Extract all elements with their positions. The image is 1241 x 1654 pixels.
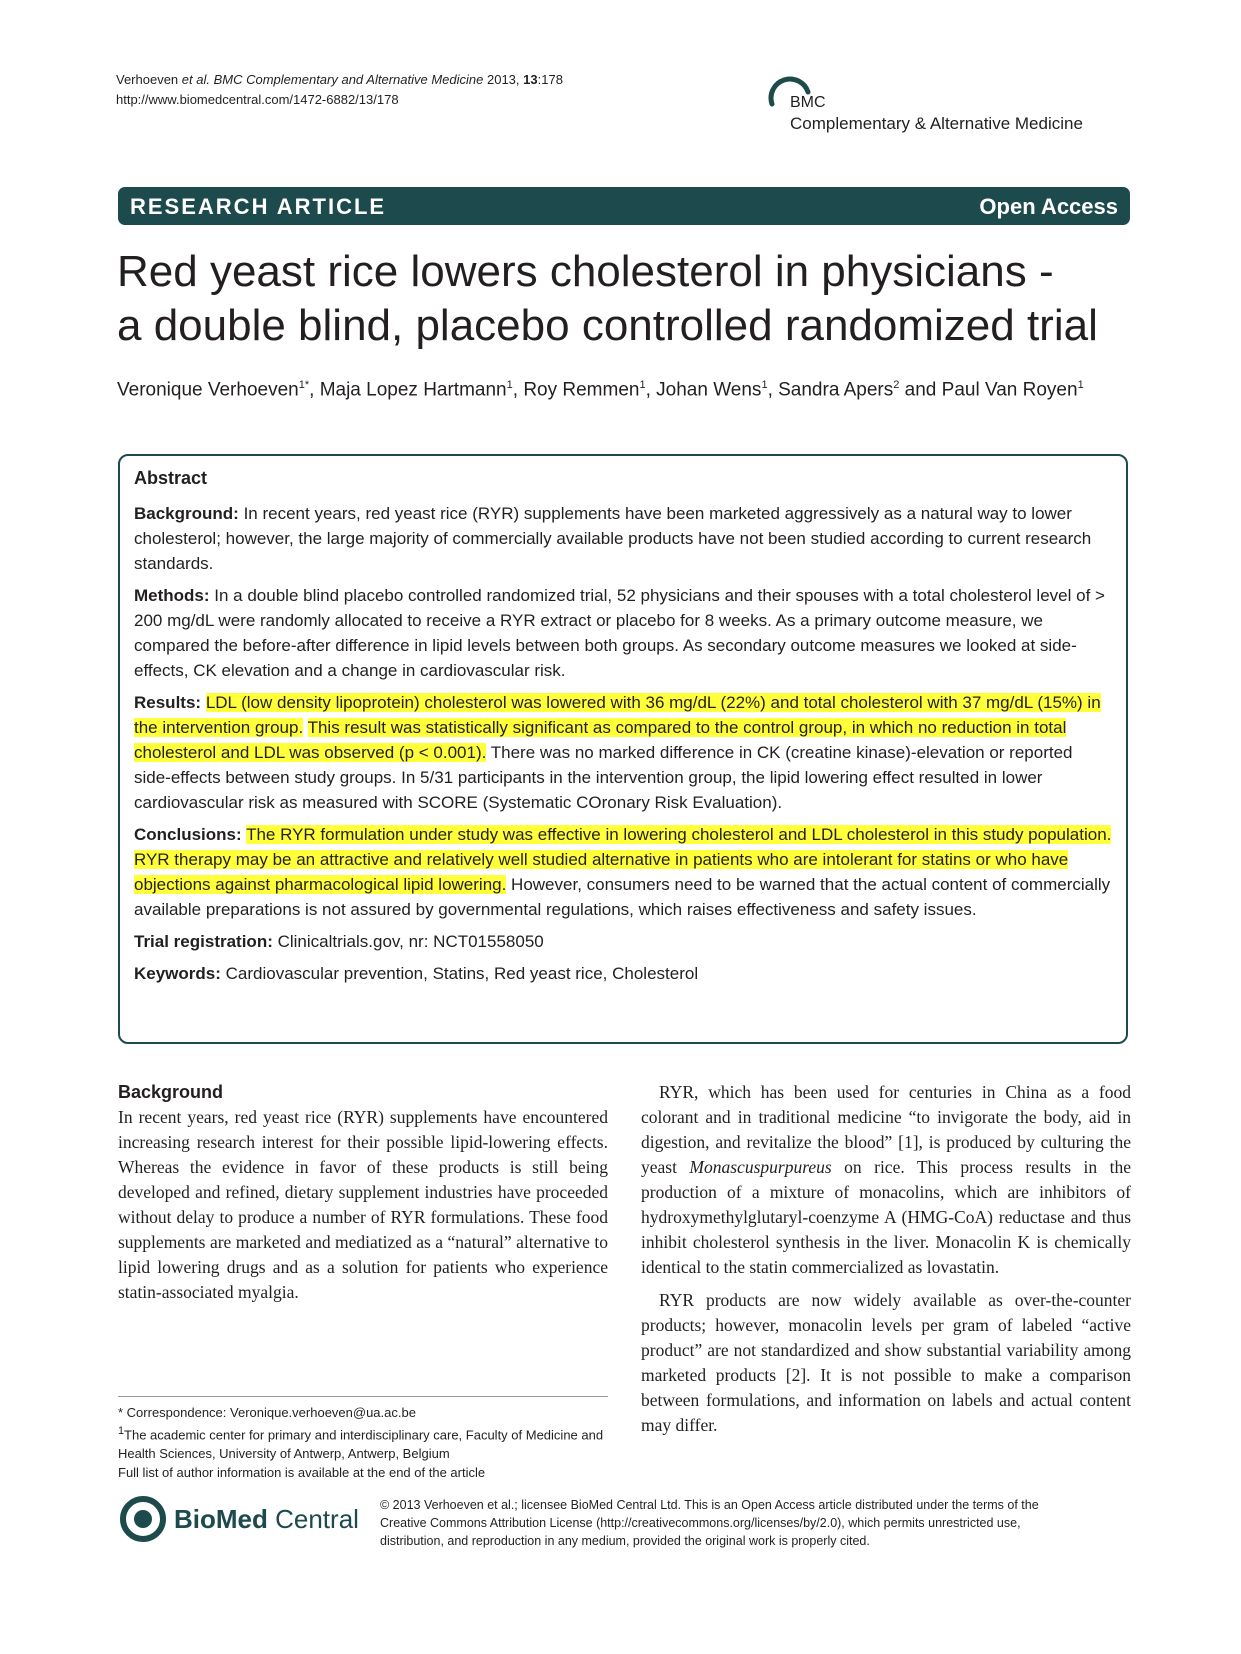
affiliation-text: The academic center for primary and interdisciplinary care, Faculty of Medicine and Health Sciences, University of Antwerp, Antwerp, Belgium	[118, 1427, 604, 1462]
conclusions-text: However, consumers need to be warned that the actual content of commercially available preparations is not assured by governmental regulations, which raises effectiveness and safety issues.	[134, 875, 1111, 919]
body-paragraph-1: In recent years, red yeast rice (RYR) supplements have encountered increasing research interest for their possible lipid-lowering effects. Whereas the evidence in favor of these products is still being developed and refined, dietary supplement industries have proceeded without delay to produce a number of RYR formulations. These food supplements are marketed and mediatized as a “natural” alternative to lipid lowering drugs and as a solution for patients who experience statin-associated myalgia.	[118, 1107, 608, 1302]
background-text: In recent years, red yeast rice (RYR) supplements have been marketed aggressively as a natural way to lower cholesterol; however, the large majority of commercially available products have not been studied according to current research standards.	[134, 504, 1092, 573]
logo-journal-text: Complementary & Alternative Medicine	[790, 114, 1083, 133]
abstract-heading: Abstract	[134, 468, 208, 488]
citation-journal: BMC Complementary and Alternative Medicine	[213, 72, 484, 87]
background-label: Background:	[134, 504, 239, 523]
author-list	[117, 379, 1084, 401]
para2-text-b: on rice. This process results in the production of a mixture of monacolins, which are inhibitors of hydroxymethylglutaryl-coenzyme A (HMG-CoA) reductase and thus inhibit cholesterol synthesis in the liver. Monacolin K is chemically identical to the statin commercialized as lovastatin.	[641, 1157, 1131, 1277]
citation-author: Verhoeven	[116, 72, 179, 87]
author-separator: ,	[309, 379, 320, 401]
body-column-right	[641, 1080, 1131, 1446]
abstract-box	[118, 454, 1128, 1044]
author-name: Johan Wens	[656, 379, 762, 401]
author-separator: ,	[767, 379, 779, 401]
author-affiliation-sup: 1	[1077, 379, 1084, 391]
publisher-name	[174, 1504, 359, 1535]
results-highlight-1: LDL (low density lipoprotein) cholesterol was lowered with 36 mg/dL (22%) and total cholesterol with 37 mg/dL (15%) in the intervention group.	[134, 693, 1101, 737]
publisher-name-bold: BioMed	[174, 1504, 268, 1534]
trial-text: Clinicaltrials.gov, nr: NCT01558050	[272, 932, 544, 951]
author-separator: ,	[645, 379, 657, 401]
article-type-banner	[118, 187, 1130, 225]
article-title	[117, 245, 1197, 353]
title-line-2: a double blind, placebo controlled randomized trial	[117, 301, 1098, 350]
affiliation	[118, 1422, 608, 1463]
logo-bmc-text: BMC	[790, 94, 826, 111]
citation-url[interactable]: http://www.biomedcentral.com/1472-6882/13/178	[116, 92, 399, 107]
author-affiliation-sup: 1	[761, 379, 768, 391]
keywords-text: Cardiovascular prevention, Statins, Red yeast rice, Cholesterol	[220, 964, 699, 983]
para2-text-a: RYR, which has been used for centuries in China as a food colorant and in traditional medicine “to invigorate the body, aid in digestion, and revitalize the blood” [1], is produced by culturing the yeast	[641, 1082, 1131, 1177]
citation-header	[116, 70, 563, 110]
biomed-central-logo	[118, 1494, 358, 1544]
author-separator: ,	[512, 379, 524, 401]
abstract-trial-registration	[134, 929, 1112, 954]
abstract-conclusions	[134, 822, 1112, 922]
correspondence: * Correspondence: Veronique.verhoeven@ua.ac.be	[118, 1405, 416, 1420]
body-paragraph-2	[641, 1080, 1131, 1280]
conclusions-label: Conclusions:	[134, 825, 242, 844]
license-text: © 2013 Verhoeven et al.; licensee BioMed Central Ltd. This is an Open Access article distributed under the terms of the Creative Commons Attribution License (http://creativecommons.org/licenses/by/2.0), which permits unrestricted use, distribution, and reproduction in any medium, provided the original work is properly cited.	[380, 1498, 1039, 1548]
author-name: Maja Lopez Hartmann	[319, 379, 507, 401]
citation-volume: 13	[523, 72, 538, 87]
results-highlight-2: This result was statistically significant as compared to the control group, in which no reduction in total cholesterol and LDL was observed (p < 0.001).	[134, 718, 1067, 762]
publisher-name-rest: Central	[267, 1504, 359, 1534]
citation-article: :178	[537, 72, 563, 87]
author-affiliation-sup: 1*	[298, 379, 310, 391]
background-heading: Background	[118, 1082, 224, 1102]
citation-line	[116, 70, 563, 90]
abstract-results	[134, 690, 1112, 815]
citation-etal: et al.	[181, 72, 210, 87]
author-affiliation-sup: 2	[893, 379, 900, 391]
conclusions-highlight: The RYR formulation under study was effective in lowering cholesterol and LDL cholesterol in this study population. RYR therapy may be an attractive and relatively well studied alternative in patients who are intolerant for statins or who have objections against pharmacological lipid lowering.	[134, 825, 1112, 894]
abstract-methods	[134, 583, 1112, 683]
author-separator: and	[899, 379, 942, 401]
author-name: Paul Van Royen	[941, 379, 1078, 401]
author-affiliation-sup: 1	[506, 379, 513, 391]
footnotes	[118, 1396, 608, 1482]
results-text: There was no marked difference in CK (creatine kinase)-elevation or reported side-effects between study groups. In 5/31 participants in the intervention group, the lipid lowering effect resulted in lower cardiovascular risk as measured with SCORE (Systematic COronary Risk Evaluation).	[134, 743, 1073, 812]
methods-text: In a double blind placebo controlled randomized trial, 52 physicians and their spouses with a total cholesterol level of > 200 mg/dL were randomly allocated to receive a RYR extract or placebo for 8 weeks. As a primary outcome measure, we compared the before-after difference in lipid levels between both groups. As secondary outcome measures we looked at side-effects, CK elevation and a change in cardiovascular risk.	[134, 586, 1105, 680]
methods-label: Methods:	[134, 586, 210, 605]
affiliation-sup: 1	[118, 1425, 125, 1437]
article-type: RESEARCH ARTICLE	[130, 194, 387, 219]
author-name: Veronique Verhoeven	[117, 379, 299, 401]
author-name: Sandra Apers	[778, 379, 894, 401]
author-info-note: Full list of author information is available at the end of the article	[118, 1465, 486, 1481]
biomed-circle-icon	[118, 1494, 168, 1544]
journal-logo	[768, 74, 1138, 144]
author-name: Roy Remmen	[523, 379, 640, 401]
author-affiliation-sup: 1	[639, 379, 646, 391]
open-access-label: Open Access	[979, 194, 1118, 219]
results-label: Results:	[134, 693, 202, 712]
body-paragraph-3: RYR products are now widely available as over-the-counter products; however, monacolin levels per gram of labeled “active product” are not standardized and show substantial variability among marketed products [2]. It is not possible to make a comparison between formulations, and information on labels and actual content may differ.	[641, 1290, 1131, 1435]
keywords-label: Keywords:	[134, 964, 221, 983]
para2-species: Monascuspurpureus	[689, 1157, 832, 1177]
trial-label: Trial registration:	[134, 932, 273, 951]
body-column-left	[118, 1080, 608, 1313]
abstract-keywords	[134, 961, 1112, 986]
citation-year: 2013,	[486, 72, 520, 87]
abstract-background	[134, 501, 1112, 576]
title-line-1: Red yeast rice lowers cholesterol in physicians -	[117, 247, 1054, 296]
